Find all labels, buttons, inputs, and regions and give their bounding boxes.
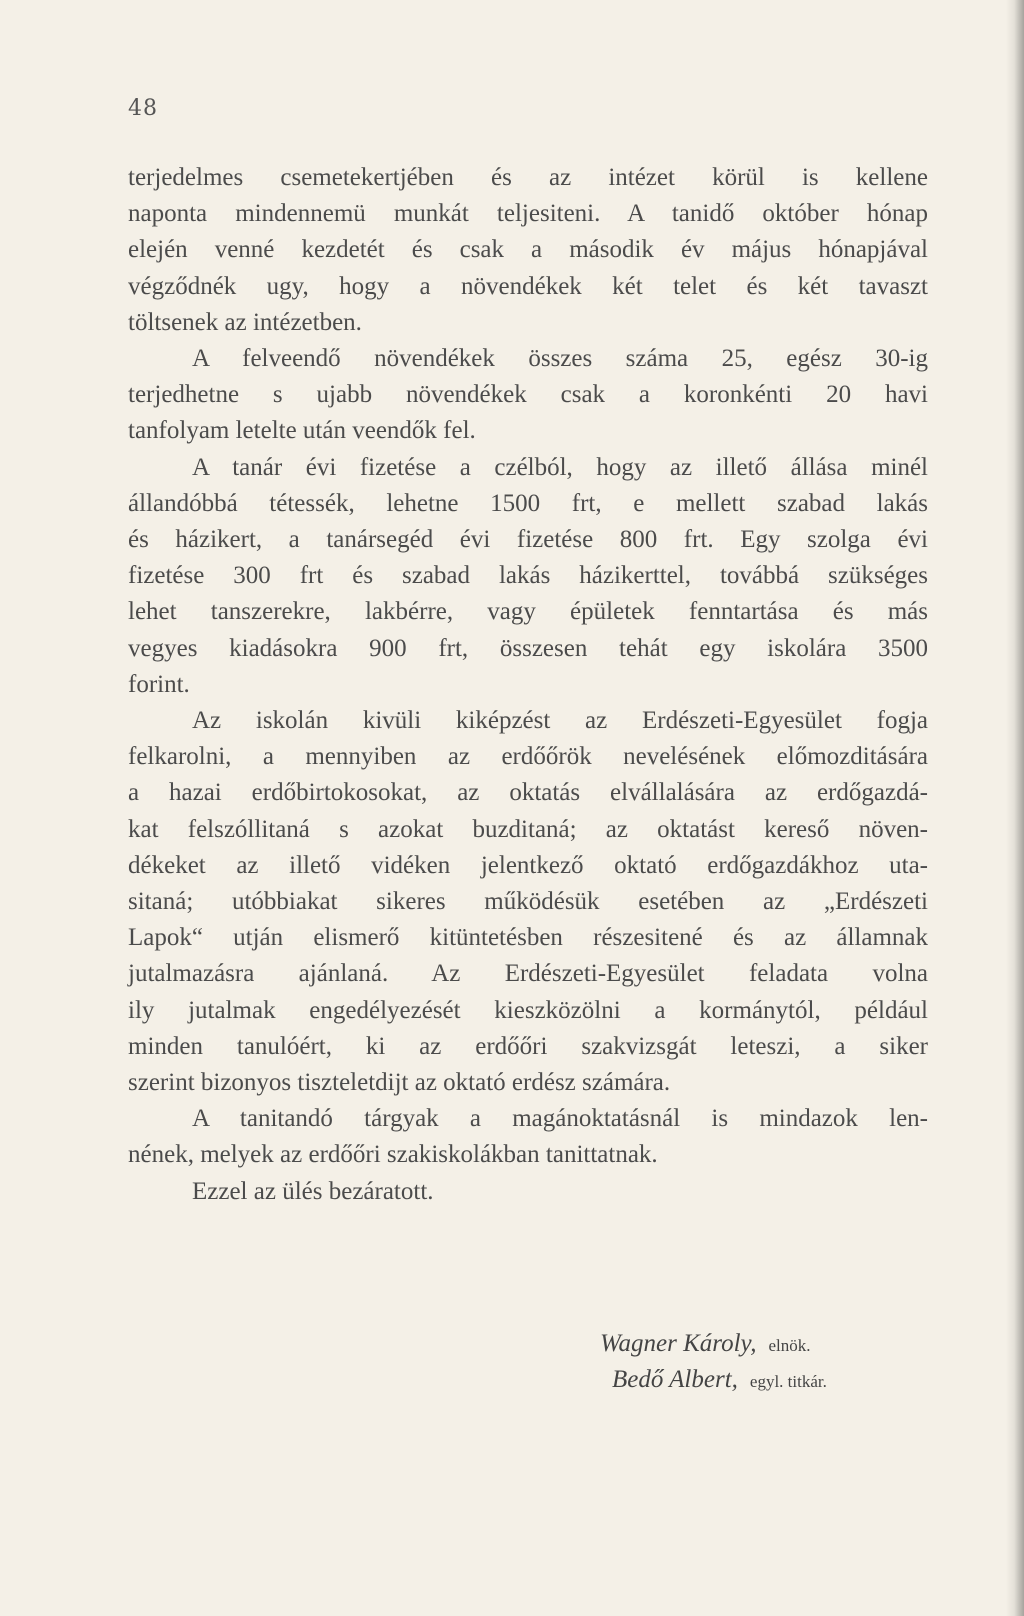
page-edge-shadow [1006,0,1024,1616]
paragraph [128,1101,928,1173]
text-line: lehet tanszerekre, lakbérre, vagy épületek fenntartása és más [128,598,928,626]
text-line: forint. [128,670,190,698]
text-line: A tanitandó tárgyak a magánoktatásnál is mindazok len- [192,1105,928,1133]
text-line: terjedhetne s ujabb növendékek csak a koronkénti 20 havi [128,381,928,409]
text-line: vegyes kiadásokra 900 frt, összesen tehát egy iskolára 3500 [128,634,928,662]
text-line: Ezzel az ülés bezáratott. [192,1177,434,1205]
text-line: Lapok“ utján elismerő kitüntetésben részesitené és az államnak [128,924,928,952]
paragraph [128,450,928,703]
text-line: végződnék ugy, hogy a növendékek két telet és két tavaszt [128,272,928,300]
signature-name: Wagner Károly, [600,1330,757,1357]
signature-role: egyl. titkár. [749,1372,827,1391]
text-line: a hazai erdőbirtokosokat, az oktatás elvállalására az erdőgazdá- [128,779,928,807]
text-line: jutalmazásra ajánlaná. Az Erdészeti-Egyesület feladata volna [128,960,928,988]
text-line: minden tanulóért, ki az erdőőri szakvizsgát leteszi, a siker [128,1032,928,1060]
text-line: elején venné kezdetét és csak a második év május hónapjával [128,236,928,264]
text-line: dékeket az illető vidéken jelentkező oktató erdőgazdákhoz uta- [128,851,928,879]
text-line: tanfolyam letelte után veendők fel. [128,417,476,445]
text-line: nének, melyek az erdőőri szakiskolákban tanittatnak. [128,1141,658,1169]
text-line: fizetése 300 frt és szabad lakás házikerttel, továbbá szükséges [128,562,928,590]
text-line: Az iskolán kivüli kiképzést az Erdészeti-Egyesület fogja [192,707,928,735]
page-number: 48 [128,96,158,121]
paragraph [128,1174,928,1210]
text-line: kat felszóllitaná s azokat buzditaná; az oktatást kereső növen- [128,815,928,843]
paragraph [128,341,928,450]
text-line: és házikert, a tanársegéd évi fizetése 800 frt. Egy szolga évi [128,526,928,554]
text-line: töltsenek az intézetben. [128,308,362,336]
paragraph [128,160,928,341]
signature-block [600,1330,920,1402]
text-line: ily jutalmak engedélyezését kieszközölni a kormánytól, például [128,996,928,1024]
text-line: naponta mindennemü munkát teljesiteni. A tanidő október hónap [128,200,928,228]
text-line: szerint bizonyos tiszteletdijt az oktató erdész számára. [128,1069,671,1097]
text-line: állandóbbá tétessék, lehetne 1500 frt, e mellett szabad lakás [128,489,928,517]
paragraph [128,703,928,1101]
text-line: A felveendő növendékek összes száma 25, egész 30-ig [192,345,928,373]
signature-name: Bedő Albert, [612,1366,738,1393]
text-line: A tanár évi fizetése a czélból, hogy az illető állása minél [192,453,928,481]
signature-line [600,1330,920,1366]
text-line: sitaná; utóbbiakat sikeres működésük esetében az „Erdészeti [128,888,928,916]
text-line: terjedelmes csemetekertjében és az intézet körül is kellene [128,164,928,191]
signature-role: elnök. [768,1336,811,1355]
body-text [128,160,928,1210]
text-line: felkarolni, a mennyiben az erdőőrök nevelésének előmozditására [128,743,928,771]
signature-line [612,1366,920,1402]
